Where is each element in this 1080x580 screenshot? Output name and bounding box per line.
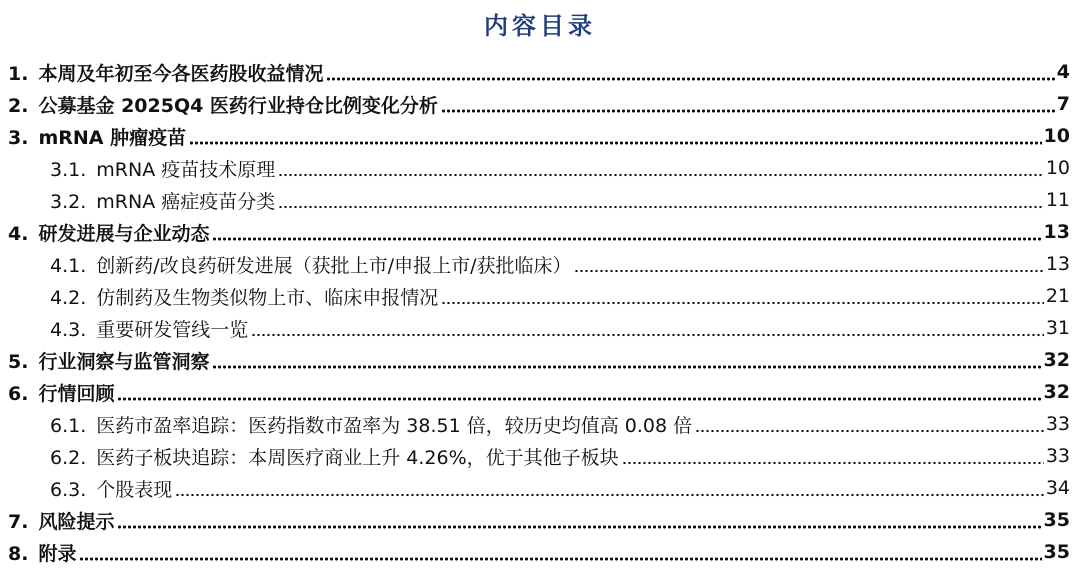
- dot-leader: [251, 333, 1044, 337]
- toc-page-number: 31: [1045, 317, 1070, 339]
- toc-entry-label: 行情回顾: [38, 382, 115, 405]
- toc-page-number: 10: [1045, 157, 1070, 179]
- toc-entry-number: 4.: [8, 222, 29, 245]
- toc-title: 内容目录: [484, 11, 596, 40]
- dot-leader: [175, 493, 1044, 497]
- toc-entry-number: 1.: [8, 62, 29, 85]
- toc-entry-label: 个股表现: [96, 478, 173, 501]
- toc-entry-number: 4.1.: [50, 254, 87, 277]
- toc-subentry[interactable]: [0, 280, 1080, 312]
- toc-entry-label: 医药子板块追踪：本周医疗商业上升 4.26%，优于其他子板块: [96, 446, 619, 469]
- toc-list: [0, 56, 1080, 568]
- dot-leader: [212, 237, 1041, 241]
- toc-subentry[interactable]: [0, 248, 1080, 280]
- toc-entry-label: 风险提示: [38, 510, 115, 533]
- toc-subentry[interactable]: [0, 184, 1080, 216]
- toc-entry[interactable]: [0, 88, 1080, 120]
- dot-leader: [441, 301, 1044, 305]
- dot-leader: [117, 397, 1041, 401]
- toc-entry-number: 2.: [8, 94, 29, 117]
- toc-entry-text: [8, 379, 114, 406]
- dot-leader: [212, 365, 1041, 369]
- toc-subentry[interactable]: [0, 152, 1080, 184]
- toc-page-number: 4: [1056, 61, 1070, 83]
- toc-entry-number: 7.: [8, 510, 29, 533]
- toc-entry-number: 3.1.: [50, 158, 87, 181]
- toc-entry-text: [8, 507, 114, 534]
- dot-leader: [441, 109, 1055, 113]
- toc-entry-text: [8, 91, 438, 118]
- toc-page-number: 11: [1045, 189, 1070, 211]
- toc-page-number: 33: [1045, 445, 1070, 467]
- toc-entry-text: [50, 251, 571, 278]
- toc-entry-number: 6.2.: [50, 446, 87, 469]
- toc-page-number: 33: [1045, 413, 1070, 435]
- toc-page-number: 13: [1043, 221, 1070, 243]
- toc-entry-text: [50, 443, 619, 470]
- toc-entry-number: 6.3.: [50, 478, 87, 501]
- dot-leader: [574, 269, 1043, 273]
- toc-entry-text: [8, 123, 186, 150]
- toc-entry-number: 4.3.: [50, 318, 87, 341]
- toc-page-number: 35: [1043, 541, 1070, 563]
- toc-entry[interactable]: [0, 344, 1080, 376]
- toc-entry-text: [8, 59, 323, 86]
- toc-entry-number: 6.1.: [50, 414, 87, 437]
- toc-entry-label: mRNA 癌症疫苗分类: [96, 190, 276, 213]
- toc-entry-text: [8, 347, 209, 374]
- toc-entry-label: 研发进展与企业动态: [38, 222, 210, 245]
- toc-entry[interactable]: [0, 536, 1080, 568]
- toc-entry-label: 医药市盈率追踪：医药指数市盈率为 38.51 倍，较历史均值高 0.08 倍: [96, 414, 693, 437]
- toc-page-number: 32: [1043, 349, 1070, 371]
- toc-entry-label: 公募基金 2025Q4 医药行业持仓比例变化分析: [38, 94, 438, 117]
- toc-entry[interactable]: [0, 120, 1080, 152]
- toc-page-number: 32: [1043, 381, 1070, 403]
- toc-entry-label: mRNA 疫苗技术原理: [96, 158, 276, 181]
- toc-page-number: 13: [1045, 253, 1070, 275]
- dot-leader: [622, 461, 1044, 465]
- toc-page-number: 34: [1045, 477, 1070, 499]
- toc-entry[interactable]: [0, 56, 1080, 88]
- toc-entry-label: 行业洞察与监管洞察: [38, 350, 210, 373]
- toc-page-number: 7: [1056, 93, 1070, 115]
- toc-entry-number: 3.: [8, 126, 29, 149]
- toc-entry-number: 5.: [8, 350, 29, 373]
- dot-leader: [189, 141, 1041, 145]
- toc-entry-label: 创新药/改良药研发进展（获批上市/申报上市/获批临床）: [96, 254, 572, 277]
- toc-entry-text: [50, 283, 438, 310]
- toc-entry-text: [50, 155, 275, 182]
- toc-entry-number: 6.: [8, 382, 29, 405]
- dot-leader: [79, 557, 1041, 561]
- toc-subentry[interactable]: [0, 408, 1080, 440]
- toc-entry-label: 仿制药及生物类似物上市、临床申报情况: [96, 286, 439, 309]
- toc-page-number: 35: [1043, 509, 1070, 531]
- toc-entry-text: [50, 315, 248, 342]
- toc-entry-label: mRNA 肿瘤疫苗: [38, 126, 187, 149]
- toc-entry-label: 附录: [38, 542, 77, 565]
- toc-entry[interactable]: [0, 216, 1080, 248]
- toc-entry-text: [50, 187, 275, 214]
- dot-leader: [117, 525, 1041, 529]
- toc-entry-text: [8, 539, 76, 566]
- toc-entry-number: 4.2.: [50, 286, 87, 309]
- toc-entry-text: [8, 219, 209, 246]
- toc-page-number: 21: [1045, 285, 1070, 307]
- toc-entry-text: [50, 411, 692, 438]
- dot-leader: [326, 77, 1054, 81]
- dot-leader: [695, 429, 1044, 433]
- toc-entry[interactable]: [0, 504, 1080, 536]
- dot-leader: [278, 205, 1044, 209]
- toc-entry-number: 3.2.: [50, 190, 87, 213]
- toc-entry-number: 8.: [8, 542, 29, 565]
- toc-entry[interactable]: [0, 376, 1080, 408]
- toc-entry-label: 重要研发管线一览: [96, 318, 249, 341]
- dot-leader: [278, 173, 1044, 177]
- toc-page-number: 10: [1043, 125, 1070, 147]
- toc-subentry[interactable]: [0, 472, 1080, 504]
- toc-subentry[interactable]: [0, 440, 1080, 472]
- toc-entry-text: [50, 475, 172, 502]
- toc-entry-label: 本周及年初至今各医药股收益情况: [38, 62, 324, 85]
- toc-subentry[interactable]: [0, 312, 1080, 344]
